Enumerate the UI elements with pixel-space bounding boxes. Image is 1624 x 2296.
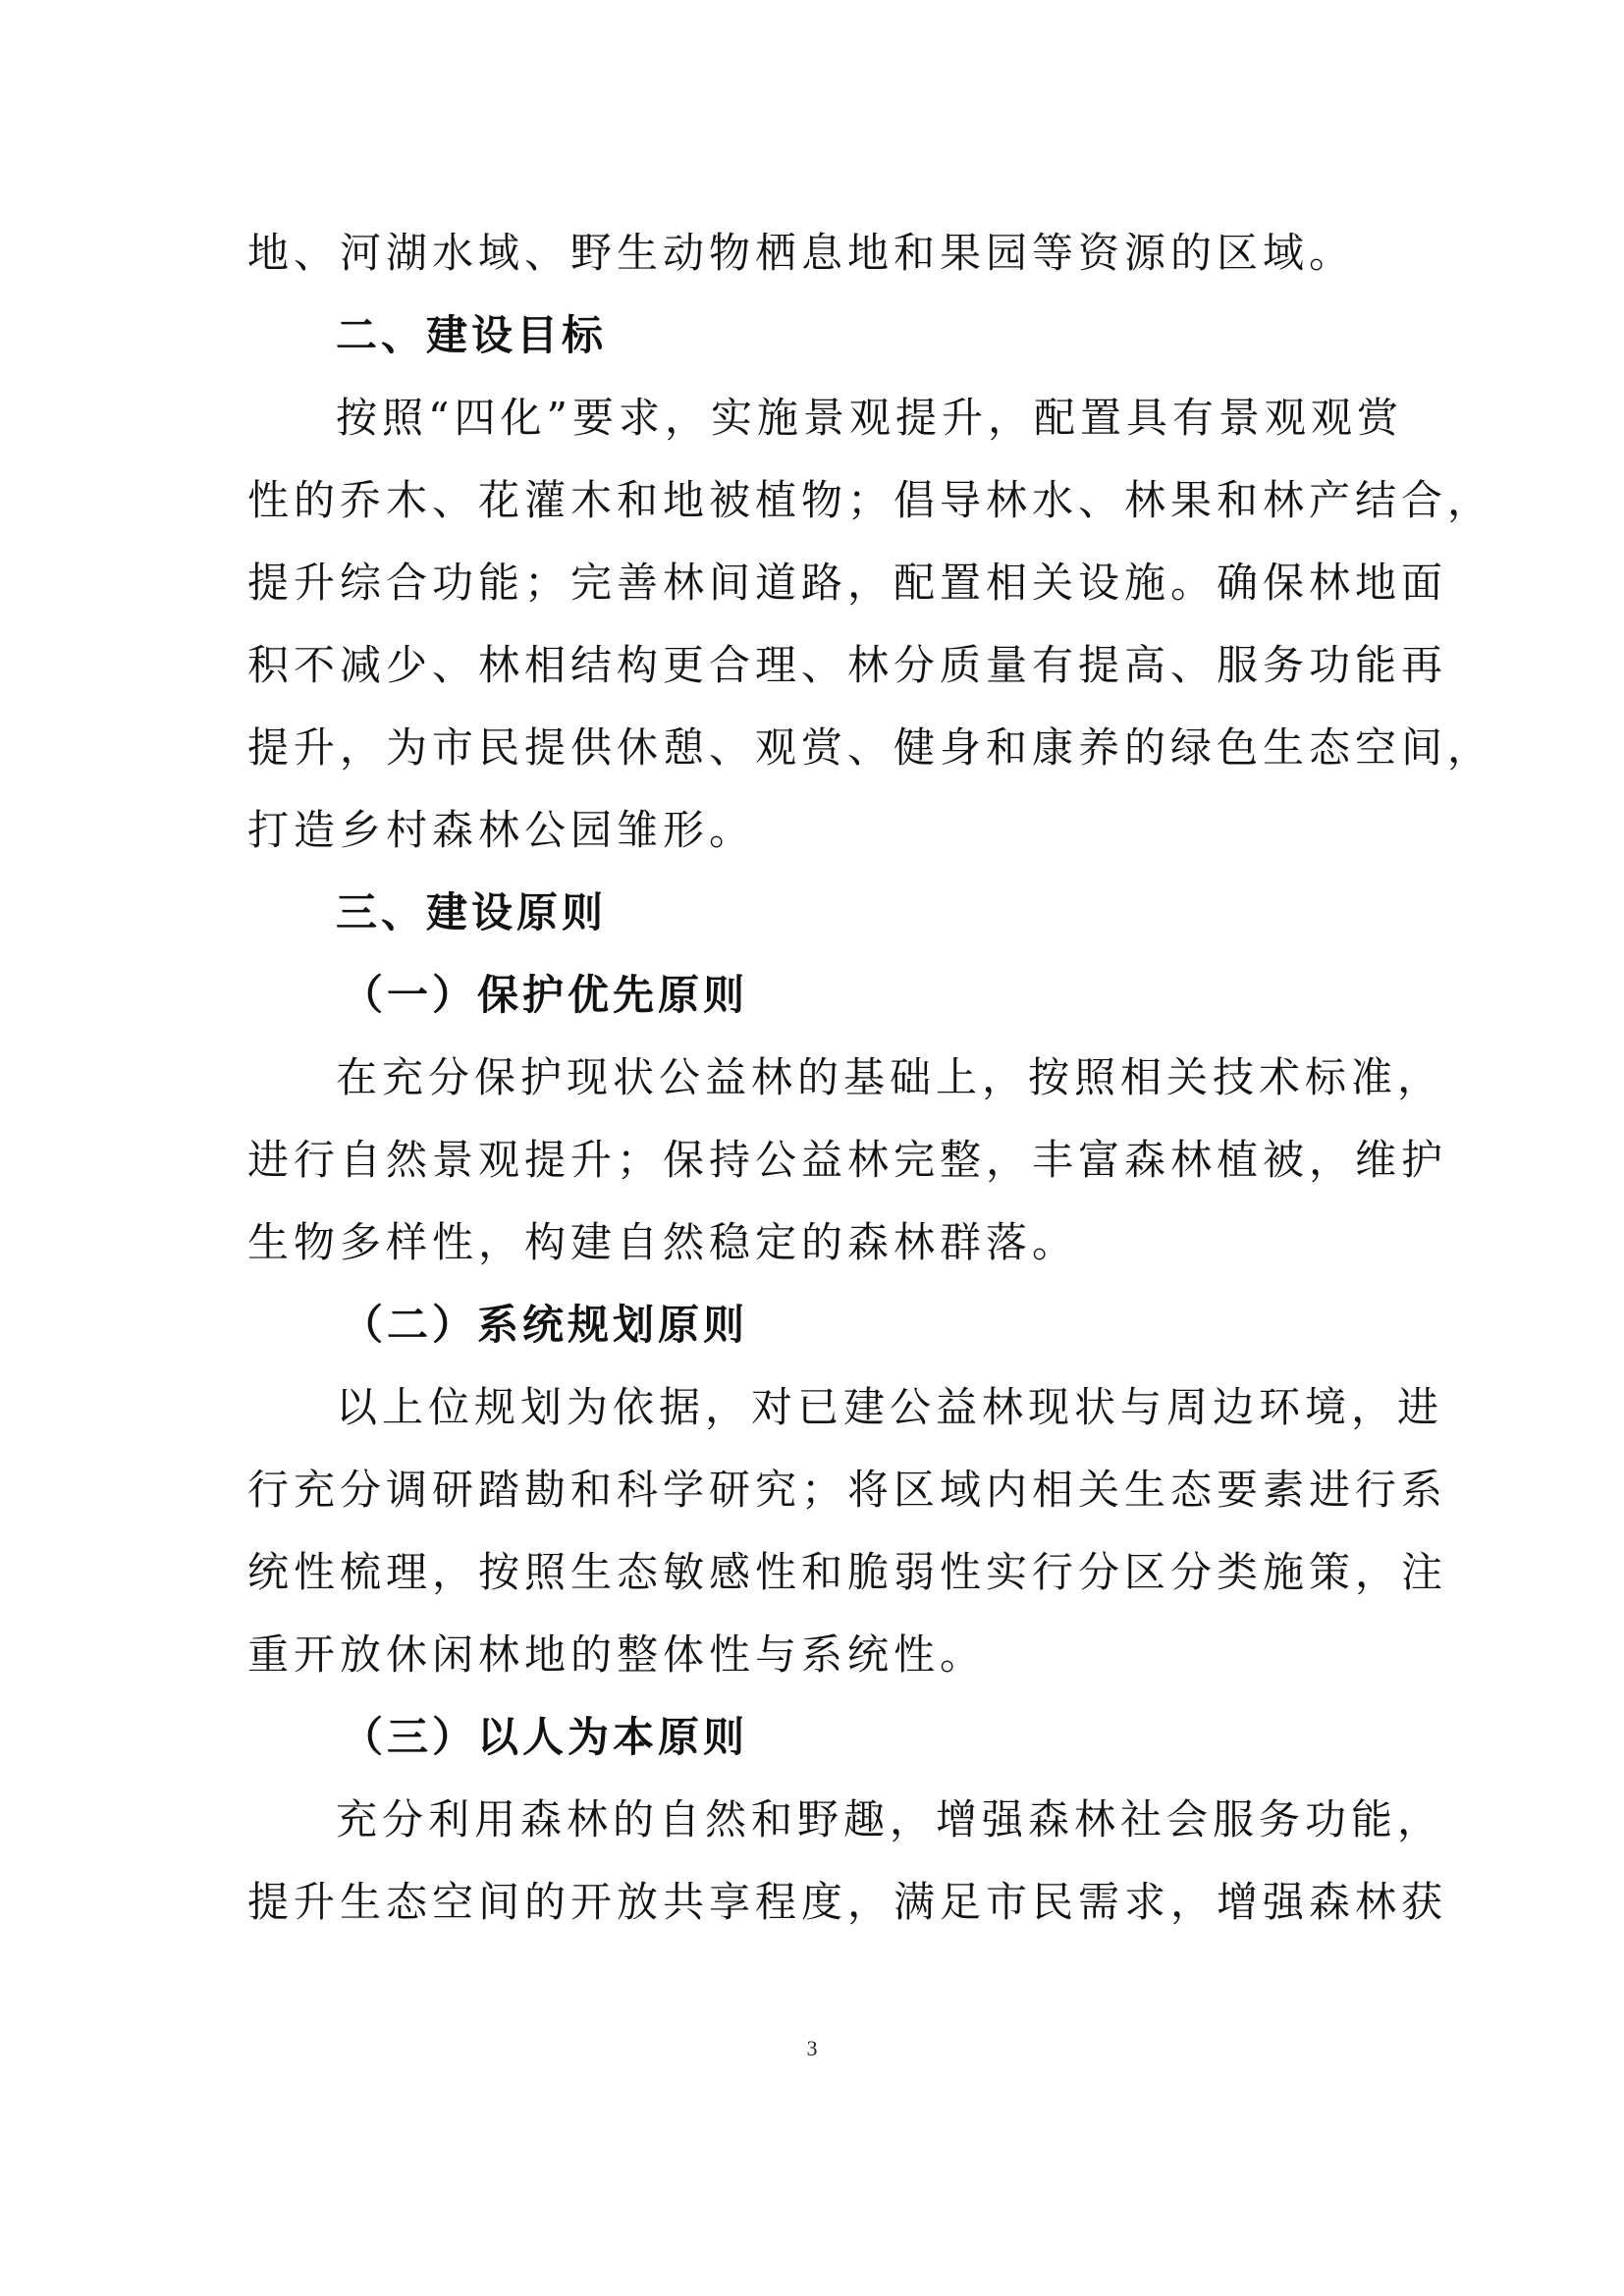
text-line: 以上位规划为依据，对已建公益林现状与周边环境，进 [336,1383,1444,1431]
text-line: 统性梳理，按照生态敏感性和脆弱性实行分区分类施策，注 [247,1548,1448,1596]
paragraph-goals [247,377,1494,872]
text-line: 性的乔木、花灌木和地被植物；倡导林水、林果和林产结合， [247,476,1494,524]
text-line: 打造乡村森林公园雏形。 [247,806,756,854]
text-line: 地、河湖水域、野生动物栖息地和果园等资源的区域。 [247,229,1356,277]
subheading-protection-first: （一）保护优先原则 [342,971,749,1019]
text-line: 按照“四化”要求，实施景观提升，配置具有景观观赏 [336,394,1403,442]
text-line: 提升，为市民提供休憩、观赏、健身和康养的绿色生态空间， [247,723,1494,772]
text-line: 生物多样性，构建自然稳定的森林群落。 [247,1218,1079,1266]
text-line: 积不减少、林相结构更合理、林分质量有提高、服务功能再 [247,641,1448,689]
text-line: 充分利用森林的自然和野趣，增强森林社会服务功能， [336,1795,1444,1843]
text-line: 重开放休闲林地的整体性与系统性。 [247,1630,987,1679]
text-line: 提升综合功能；完善林间道路，配置相关设施。确保林地面 [247,559,1448,607]
subheading-people-oriented: （三）以人为本原则 [342,1713,749,1761]
section-heading-principles: 三、建设原则 [336,888,608,936]
section-heading-goals: 二、建设目标 [336,311,608,359]
text-line: 行充分调研踏勘和科学研究；将区域内相关生态要素进行系 [247,1466,1448,1514]
text-line: 在充分保护现状公益林的基础上，按照相关技术标准， [336,1053,1444,1101]
page-number: 3 [806,2036,818,2060]
subheading-systematic-planning: （二）系统规划原则 [342,1301,749,1349]
paragraph-people-oriented [247,1779,1448,1944]
text-line: 进行自然景观提升；保持公益林完整，丰富森林植被，维护 [247,1136,1448,1184]
paragraph-intro-continuation [247,212,1386,294]
document-page [247,212,1494,1944]
paragraph-systematic-planning [247,1366,1448,1696]
paragraph-protection-first [247,1037,1448,1284]
text-line: 提升生态空间的开放共享程度，满足市民需求，增强森林获 [247,1878,1448,1926]
